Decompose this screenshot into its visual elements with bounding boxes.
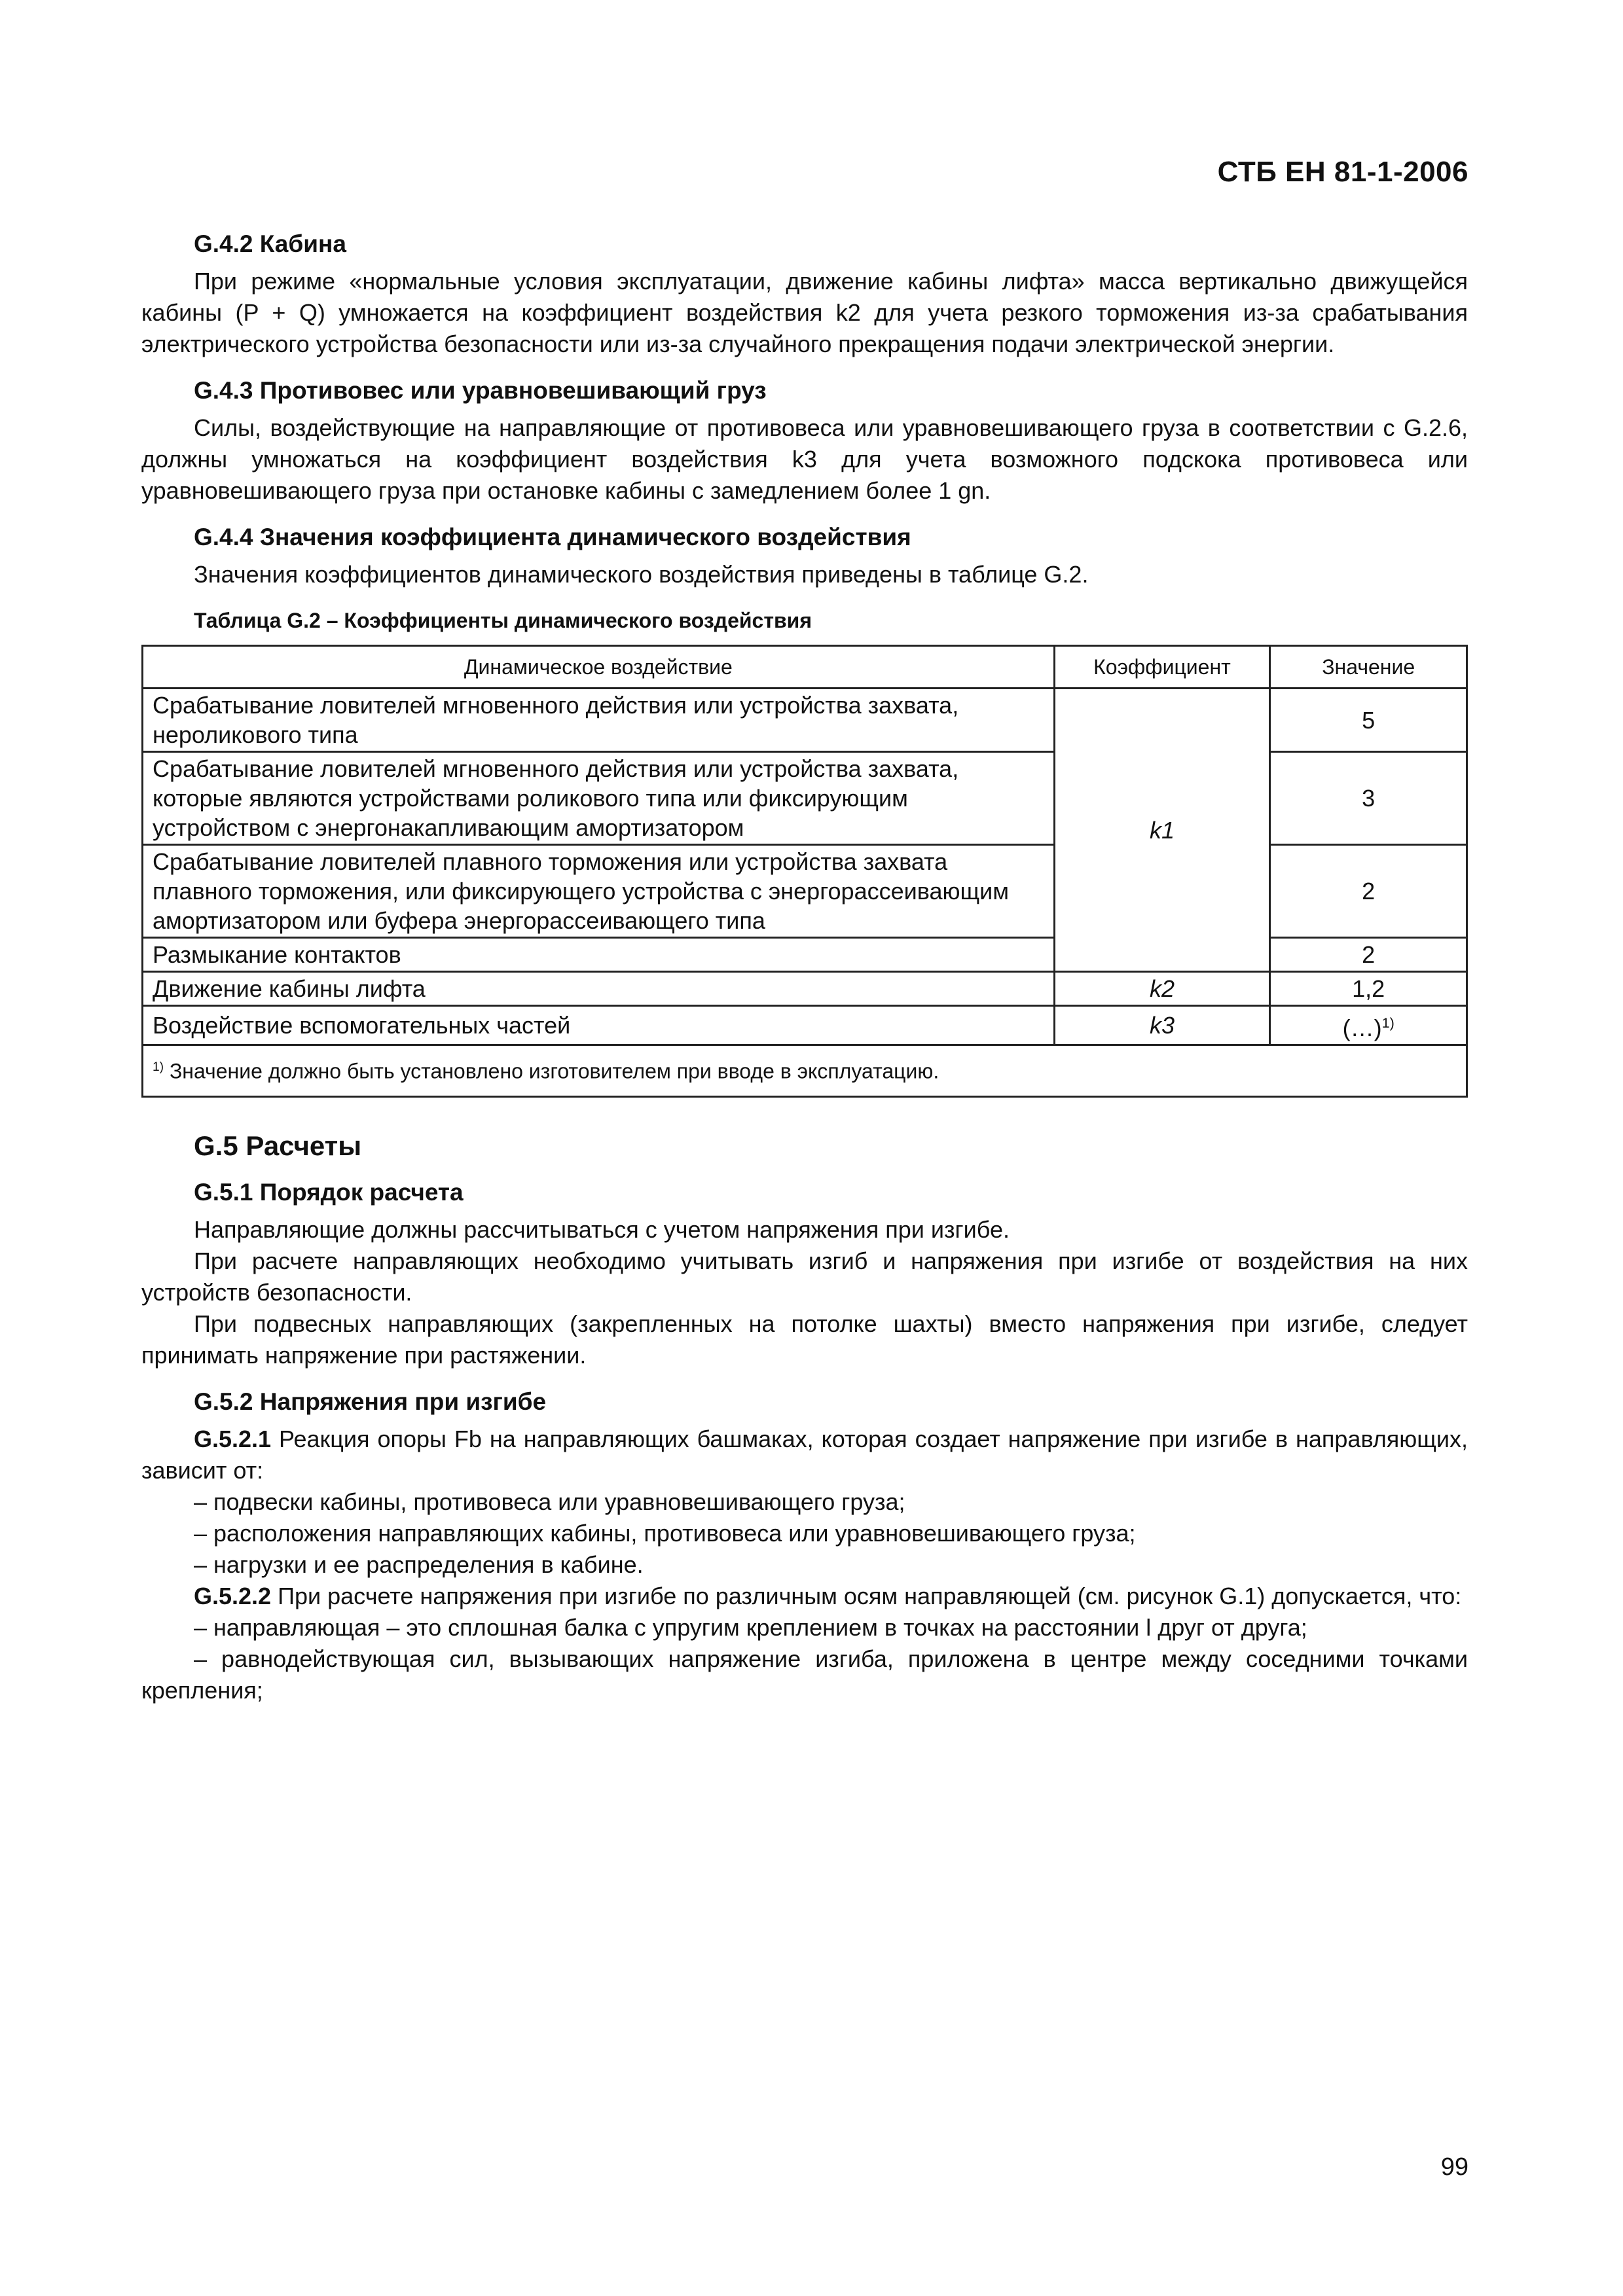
paragraph: При режиме «нормальные условия эксплуатации, движение кабины лифта» масса вертикально движущейся кабины (P + Q) умножается на коэффициент воздействия k2 для учета резкого торможения из-за срабатывания электрического устройства безопасности или из-за случайного прекращения подачи электрической энергии.: [141, 268, 1468, 357]
impact-cell: Движение кабины лифта: [143, 972, 1055, 1006]
value-cell: 2: [1270, 938, 1467, 972]
value-text: (…): [1342, 1014, 1382, 1041]
section-g5-title: G.5 Расчеты: [194, 1130, 362, 1161]
header-impact: Динамическое воздействие: [143, 646, 1055, 689]
header-value: Значение: [1270, 646, 1467, 689]
paragraph: При подвесных направляющих (закрепленных на потолке шахты) вместо напряжения при изгибе, следует принимать напряжение при растяжении.: [141, 1310, 1468, 1369]
value-cell: 3: [1270, 752, 1467, 845]
k3-label: k3: [1149, 1012, 1175, 1039]
table-row: [143, 1006, 1467, 1045]
footnote-mark: 1): [153, 1060, 164, 1074]
footnote-mark: 1): [1381, 1014, 1395, 1031]
table-note-row: [143, 1045, 1467, 1097]
value-cell: [1270, 1006, 1467, 1045]
table-row: [143, 689, 1467, 752]
section-g42: [141, 230, 1468, 360]
paragraph: Значения коэффициентов динамического воздействия приведены в таблице G.2.: [194, 561, 1089, 588]
section-title: G.4.3 Противовес или уравновешивающий груз: [194, 377, 767, 404]
list-item: – подвески кабины, противовеса или уравновешивающего груза;: [194, 1488, 905, 1515]
clause-text: Реакция опоры Fb на направляющих башмаках, которая создает напряжение при изгибе в направляющих, зависит от:: [141, 1425, 1468, 1484]
clause-number: G.5.2.1: [194, 1425, 272, 1452]
clause-text: При расчете напряжения при изгибе по различным осям направляющей (см. рисунок G.1) допускается, что:: [278, 1582, 1462, 1609]
section-g51: [141, 1179, 1468, 1371]
document-code: СТБ ЕН 81-1-2006: [1217, 156, 1468, 188]
section-title: G.4.2 Кабина: [194, 230, 346, 257]
paragraph-g5222: [141, 1581, 1468, 1612]
table-header-row: [143, 646, 1467, 689]
paragraph-g5221: [141, 1424, 1468, 1486]
k2-label: k2: [1149, 975, 1175, 1002]
impact-cell: Срабатывание ловителей мгновенного действия или устройства захвата, нероликового типа: [143, 689, 1055, 752]
clause-number: G.5.2.2: [194, 1582, 272, 1609]
section-g43: [141, 377, 1468, 507]
paragraph: Силы, воздействующие на направляющие от противовеса или уравновешивающего груза в соответствии с G.2.6, должны умножаться на коэффициент воздействия k3 для учета возможного подскока противовеса или уравновешивающего груза при остановке кабины с замедлением более 1 gn.: [141, 414, 1468, 504]
section-title: G.5.1 Порядок расчета: [194, 1178, 464, 1206]
coefficients-table: [141, 645, 1468, 1098]
coefficient-cell: [1054, 972, 1270, 1006]
impact-cell: Воздействие вспомогательных частей: [143, 1006, 1055, 1045]
page-content: [141, 230, 1468, 1706]
section-title: G.5.2 Напряжения при изгибе: [194, 1388, 547, 1415]
impact-cell: Срабатывание ловителей мгновенного действия или устройства захвата, которые являются устройствами роликового типа или фиксирующим устройством с энергонакапливающим амортизатором: [143, 752, 1055, 845]
list-item: – расположения направляющих кабины, противовеса или уравновешивающего груза;: [194, 1519, 1136, 1547]
list-item: – направляющая – это сплошная балка с упругим креплением в точках на расстоянии l друг от друга;: [194, 1613, 1307, 1641]
impact-cell: Размыкание контактов: [143, 938, 1055, 972]
coefficient-k1-cell: [1054, 689, 1270, 972]
section-g52: [141, 1388, 1468, 1706]
table-row: [143, 972, 1467, 1006]
value-cell: 5: [1270, 689, 1467, 752]
value-cell: 2: [1270, 845, 1467, 938]
footnote-text: Значение должно быть установлено изготовителем при вводе в эксплуатацию.: [169, 1059, 939, 1083]
impact-cell: Срабатывание ловителей плавного торможения или устройства захвата плавного торможения, или фиксирующего устройства с энергорассеивающим амортизатором или буфера энергорассеивающего типа: [143, 845, 1055, 938]
page-number: 99: [1440, 2153, 1468, 2181]
section-g44: [141, 524, 1468, 590]
list-item: – нагрузки и ее распределения в кабине.: [194, 1551, 644, 1578]
paragraph: При расчете направляющих необходимо учитывать изгиб и напряжения при изгибе от воздействия на них устройств безопасности.: [141, 1247, 1468, 1306]
k1-label: k1: [1149, 816, 1175, 844]
coefficient-cell: [1054, 1006, 1270, 1045]
paragraph: Направляющие должны рассчитываться с учетом напряжения при изгибе.: [194, 1215, 1010, 1243]
table-footnote: [143, 1045, 1467, 1097]
list-item: – равнодействующая сил, вызывающих напряжение изгиба, приложена в центре между соседними точками крепления;: [141, 1645, 1468, 1704]
header-coefficient: Коэффициент: [1054, 646, 1270, 689]
table-caption: Таблица G.2 – Коэффициенты динамического воздействия: [194, 609, 812, 632]
section-title: G.4.4 Значения коэффициента динамического воздействия: [194, 524, 911, 550]
value-cell: 1,2: [1270, 972, 1467, 1006]
